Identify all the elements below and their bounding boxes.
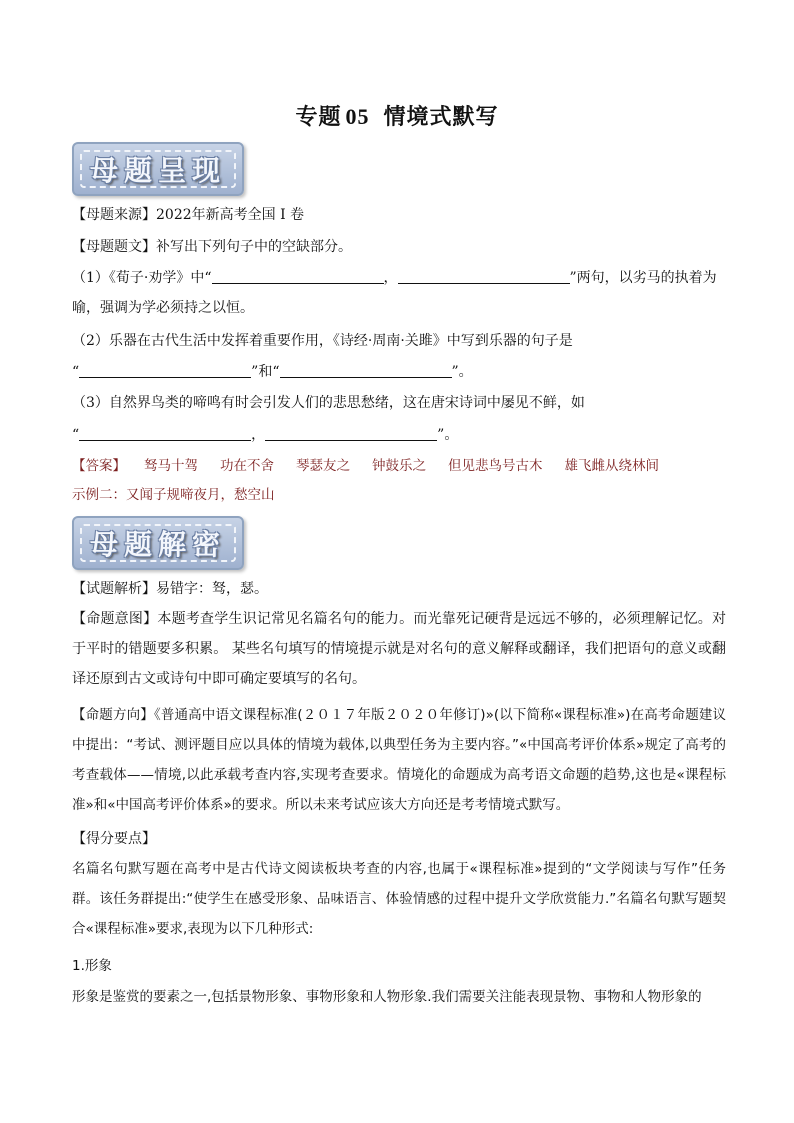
answer-blank[interactable]: [212, 267, 384, 284]
intent-label: 【命题意图】: [72, 611, 158, 627]
q1-suffix: ”两句，以劣马的执着为: [569, 270, 717, 286]
q3-line2: [72, 424, 726, 446]
direction-text: 《普通高中语文课程标准(２０１７年版２０２０年修订)»(以下简称«课程标准»)在高考命题建议中提出：“考试、测评题目应以具体的情境为载体,以典型任务为主要内容。”«中国高考评价体系»规定了高考的考查载体——情境,以此承载考查内容,实现考查要求。情境化的命题成为高考语文命题的趋势,这也是«课程标准»和«中国高考评价体系»的要求。所以未来考试应该大方向还是考考情境式默写。: [72, 707, 726, 813]
q2-line1: （2）乐器在古代生活中发挥着重要作用，《诗经·周南·关雎》中写到乐器的句子是: [72, 333, 573, 349]
badge-text: 母题解密: [89, 528, 226, 561]
question-label: 【母题题文】: [72, 239, 156, 255]
q1-separator: ，: [383, 270, 398, 286]
points-sub-text: 形象是鉴赏的要素之一,包括景物形象、事物形象和人物形象.我们需要关注能表现景物、事物和人物形象的: [72, 989, 702, 1005]
answer-blank[interactable]: [265, 424, 437, 441]
title-name: 情境式默写: [383, 104, 499, 130]
source-label: 【母题来源】: [72, 207, 156, 223]
answer-blank[interactable]: [280, 361, 452, 378]
answer-item: 驽马十驾: [144, 458, 198, 474]
answer-example: 示例二：又闻子规啼夜月，愁空山: [72, 487, 275, 503]
intent-paragraph: [72, 604, 726, 694]
question-line: [72, 236, 726, 258]
q2-close: ”。: [451, 364, 473, 380]
answer-item: 但见悲鸟号古木: [448, 458, 543, 474]
q2-mid: ”和“: [251, 364, 280, 380]
title-prefix: 专题: [295, 104, 342, 130]
answer-item: 雄飞雌从绕林间: [564, 458, 659, 474]
points-subheading: 1.形象: [72, 958, 112, 974]
points-paragraph: 名篇名句默写题在高考中是古代诗文阅读板块考查的内容,也属于«课程标准»提到的“文学阅读与写作”任务群。该任务群提出:“使学生在感受形象、品味语言、体验情感的过程中提升文学欣赏能力.”名篇名句默写题契合«课程标准»要求,表现为以下几种形式:: [72, 861, 726, 937]
answer-line: [72, 455, 726, 477]
points-label: 【得分要点】: [72, 831, 156, 847]
answer-blank[interactable]: [79, 361, 251, 378]
section-badge-decode: [72, 516, 244, 570]
source-text: 2022年新高考全国 I 卷: [156, 207, 305, 223]
q2-line2: [72, 361, 726, 383]
q1-prefix: （1）《荀子·劝学》中“: [72, 270, 212, 286]
section-badge-present: [72, 142, 244, 196]
answer-item: 钟鼓乐之: [372, 458, 426, 474]
answer-blank[interactable]: [398, 267, 570, 284]
page-title: [0, 100, 794, 131]
q3-separator: ，: [251, 427, 266, 443]
direction-paragraph: [72, 700, 726, 820]
analysis-line: [72, 578, 726, 600]
badge-text: 母题呈现: [89, 154, 226, 187]
source-line: [72, 204, 726, 226]
question-text: 补写出下列句子中的空缺部分。: [156, 239, 352, 255]
analysis-text: 易错字：驽，瑟。: [156, 581, 268, 597]
answer-label: 【答案】: [72, 458, 126, 474]
answer-item: 功在不舍: [220, 458, 274, 474]
q1-line1: [72, 267, 726, 289]
answer-item: 琴瑟友之: [296, 458, 350, 474]
intent-text: 本题考查学生识记常见名篇名句的能力。而光靠死记硬背是远远不够的，必须理解记忆。对于平时的错题要多积累。 某些名句填写的情境提示就是对名句的意义解释或翻译，我们把语句的意义或翻译还原到古文或诗句中即可确定要填写的名句。: [72, 611, 727, 687]
direction-label: 【命题方向】: [72, 707, 154, 723]
q2-open: “: [72, 364, 80, 380]
q3-open: “: [72, 427, 80, 443]
q3-line1: （3）自然界鸟类的啼鸣有时会引发人们的悲思愁绪，这在唐宋诗词中屡见不鲜，如: [72, 395, 585, 411]
answer-blank[interactable]: [79, 424, 251, 441]
analysis-label: 【试题解析】: [72, 581, 156, 597]
q3-close: ”。: [437, 427, 459, 443]
q1-line2: 喻，强调为学必须持之以恒。: [72, 300, 254, 316]
title-number: 05: [345, 104, 370, 129]
